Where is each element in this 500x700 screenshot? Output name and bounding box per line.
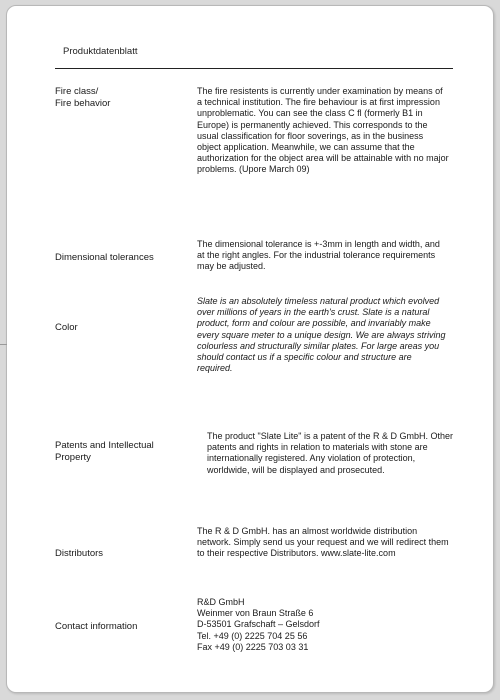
- tolerances-paragraph: The dimensional tolerance is +-3mm in length and width, and at the right angles. For the industrial tolerance requirements may be adjusted.: [197, 239, 440, 272]
- patents-paragraph: The product "Slate Lite" is a patent of the R & D GmbH. Other patents and rights in relation to materials with stone are internationally registered. Any violation of protection, worldwide, will be displayed and prosecuted.: [207, 431, 454, 475]
- color-text: [197, 296, 449, 374]
- contact-phone: Tel. +49 (0) 2225 704 25 56: [197, 630, 308, 641]
- header-divider: [55, 68, 453, 69]
- distributors-text: [197, 526, 449, 560]
- fire-class-label-line2: Fire behavior: [55, 97, 111, 109]
- fire-class-text: [197, 86, 449, 176]
- datasheet-page: [6, 5, 494, 693]
- color-paragraph: Slate is an absolutely timeless natural product which evolved over millions of years in the earth's crust. Slate is a natural product, form and colour are possible, and invariably make every square meter to a unique design. We are always striving colourless and structurally similar plates. For large areas you should contact us if a specific colour and structure are required.: [197, 296, 446, 374]
- color-label: Color: [55, 322, 78, 333]
- distributors-paragraph: The R & D GmbH. has an almost worldwide distribution network. Simply send us your request and we will redirect them to their respective Distributors. www.slate-lite.com: [197, 526, 449, 559]
- contact-address: [197, 597, 449, 653]
- fire-class-paragraph: The fire resistents is currently under examination by means of a technical institution. The fire behaviour is at first impression unproblematic. You can see the class C fl (formerly B1 in Europe) is permanently achieved. This corresponds to the usual classification for floor soverings, as in the business object application. Meanwhile, we can assume that the authorization for the object area will be attainable with no major problems. (Upore March 09): [197, 86, 449, 175]
- contact-street: Weinmer von Braun Straße 6: [197, 608, 314, 619]
- page-title: Produktdatenblatt: [63, 46, 138, 57]
- contact-city: D-53501 Grafschaft – Gelsdorf: [197, 619, 320, 630]
- contact-company: R&D GmbH: [197, 597, 245, 607]
- page-edge-mark: [0, 344, 7, 345]
- fire-class-label-line1: Fire class/: [55, 86, 99, 97]
- contact-label: Contact information: [55, 621, 138, 632]
- patents-label-line1: Patents and Intellectual: [55, 440, 154, 451]
- patents-label: [55, 440, 195, 463]
- fire-class-label: [55, 86, 195, 109]
- contact-fax: Fax +49 (0) 2225 703 03 31: [197, 641, 309, 652]
- patents-text: [207, 431, 457, 476]
- tolerances-text: [197, 239, 449, 273]
- distributors-label: Distributors: [55, 548, 104, 559]
- patents-label-line2: Property: [55, 451, 91, 463]
- tolerances-label: Dimensional tolerances: [55, 252, 154, 263]
